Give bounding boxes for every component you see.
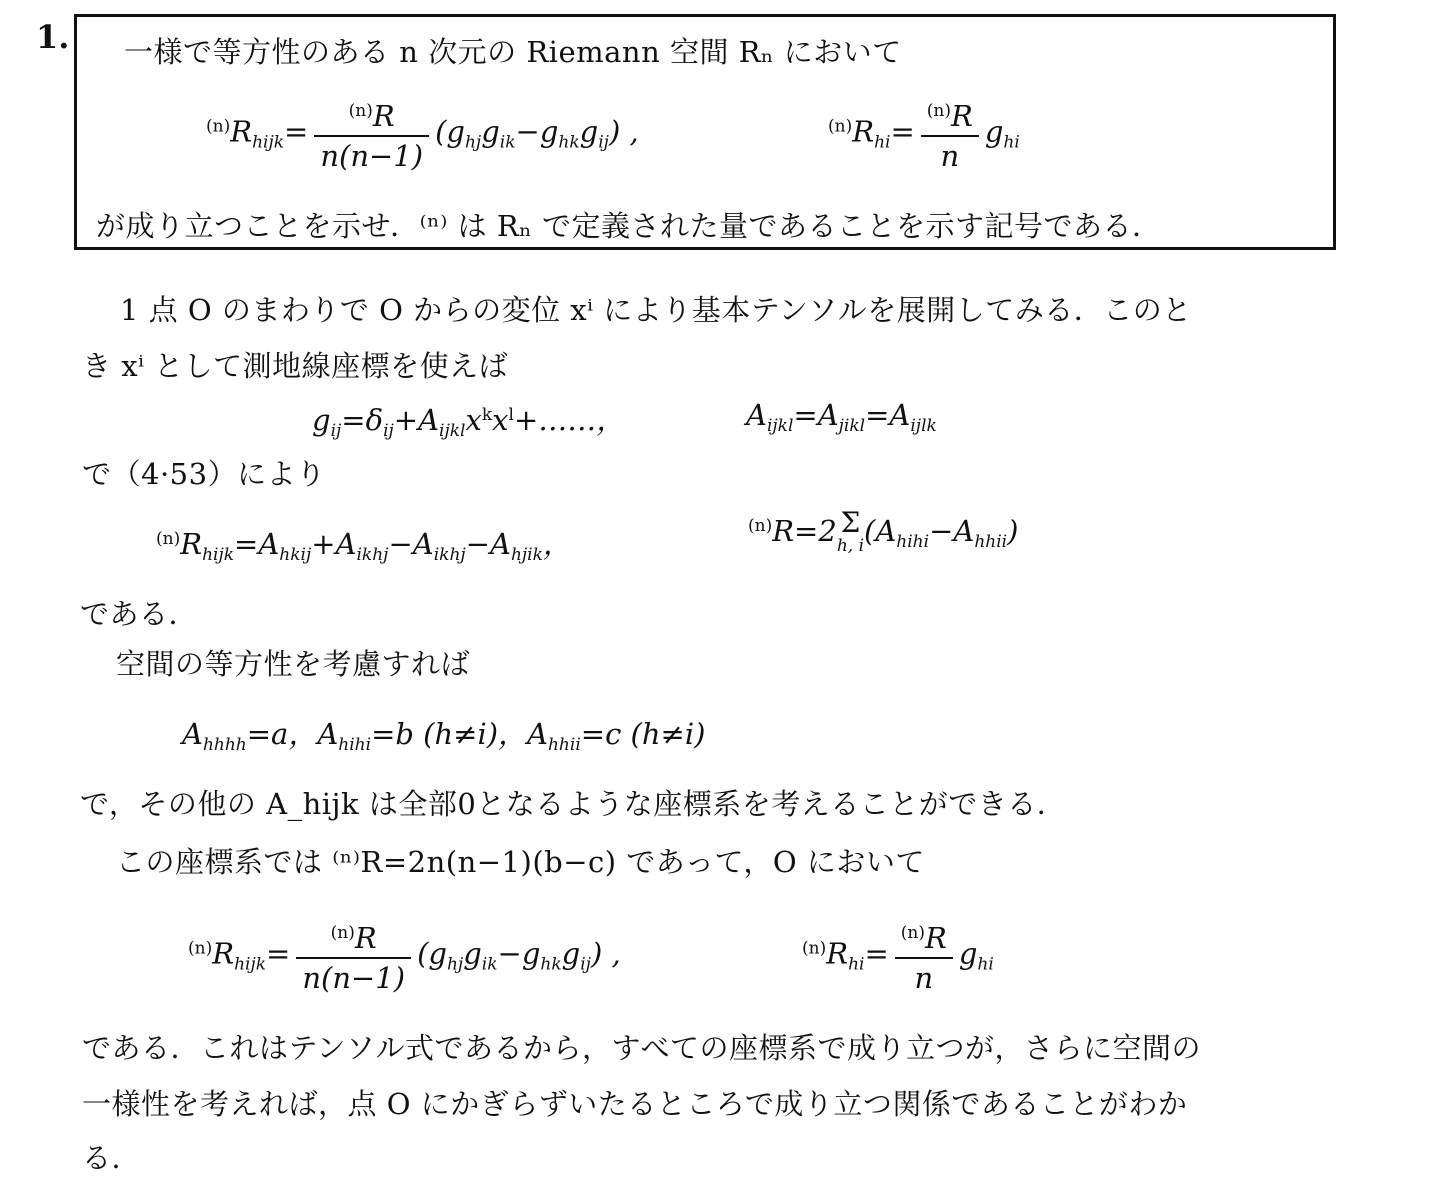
solution-paragraph-1-line-2: き xⁱ として測地線座標を使えば — [82, 349, 509, 383]
equation-scalar-from-A: $^{(n)}$R=2 Σ h, i $(A_{hihi}-A_{hhii})$ — [748, 506, 1019, 556]
solution-formula-riemann: $^{(n)}R_{hijk}=$ $\frac{^{(n)}R}{n(n-1)}$ $(g_{hj}g_{ik}-g_{hk}g_{ij})$ , — [188, 914, 621, 997]
problem-number: 1. — [36, 18, 70, 56]
solution-paragraph-4: 空間の等方性を考慮すれば — [116, 647, 471, 681]
problem-formula-riemann: $^{(n)}R_{hijk}=$ $\frac{^{(n)}R}{n(n-1)}$ $(g_{hj}g_{ik}-g_{hk}g_{ij})$ , — [206, 92, 639, 175]
problem-formula-ricci: $^{(n)}R_{hi}=$ $\frac{^{(n)}R}{n}$ $g_{hi}$ — [828, 92, 1020, 175]
solution-paragraph-6: この座標系では ⁽ⁿ⁾R=2n(n−1)(b−c) であって，O において — [116, 845, 925, 879]
equation-metric-expansion: $g_{ij}=\delta_{ij}+A_{ijkl}x^kx^l+\dots\dots$， — [312, 403, 626, 441]
solution-paragraph-2: で（4·53）により — [82, 457, 326, 491]
problem-statement-intro: 一様で等方性のある n 次元の Riemann 空間 Rₙ において — [124, 35, 902, 69]
solution-formula-ricci: $^{(n)}R_{hi}=$ $\frac{^{(n)}R}{n}$ $g_{hi}$ — [802, 914, 994, 997]
solution-paragraph-5: で，その他の A_hijk は全部0となるような座標系を考えることができる． — [80, 787, 1067, 821]
problem-statement-end: が成り立つことを示せ．⁽ⁿ⁾ は Rₙ で定義された量であることを示す記号である． — [96, 209, 1162, 243]
equation-isotropy-conditions: $A_{hhhh}=a$，$A_{hihi}=b$ (h≠i)，$A_{hhii}=c$ (h≠i) — [182, 717, 706, 755]
equation-riemann-from-A: $^{(n)}R_{hijk}=A_{hkij}+A_{ikhj}-A_{ikhj}-A_{hjik}$， — [156, 527, 572, 565]
solution-paragraph-7-line-1: である．これはテンソル式であるから，すべての座標系で成り立つが，さらに空間の — [82, 1031, 1201, 1065]
solution-paragraph-1-line-1: 1 点 O のまわりで O からの変位 xⁱ により基本テンソルを展開してみる．このと — [120, 293, 1192, 327]
solution-paragraph-3: である． — [80, 597, 199, 631]
solution-paragraph-7-line-2: 一様性を考えれば，点 O にかぎらずいたるところで成り立つ関係であることがわか — [82, 1087, 1188, 1121]
equation-symmetry: $A_{ijkl}=A_{jikl}=A_{ijlk}$ — [746, 398, 937, 436]
solution-paragraph-7-line-3: る． — [82, 1141, 142, 1175]
